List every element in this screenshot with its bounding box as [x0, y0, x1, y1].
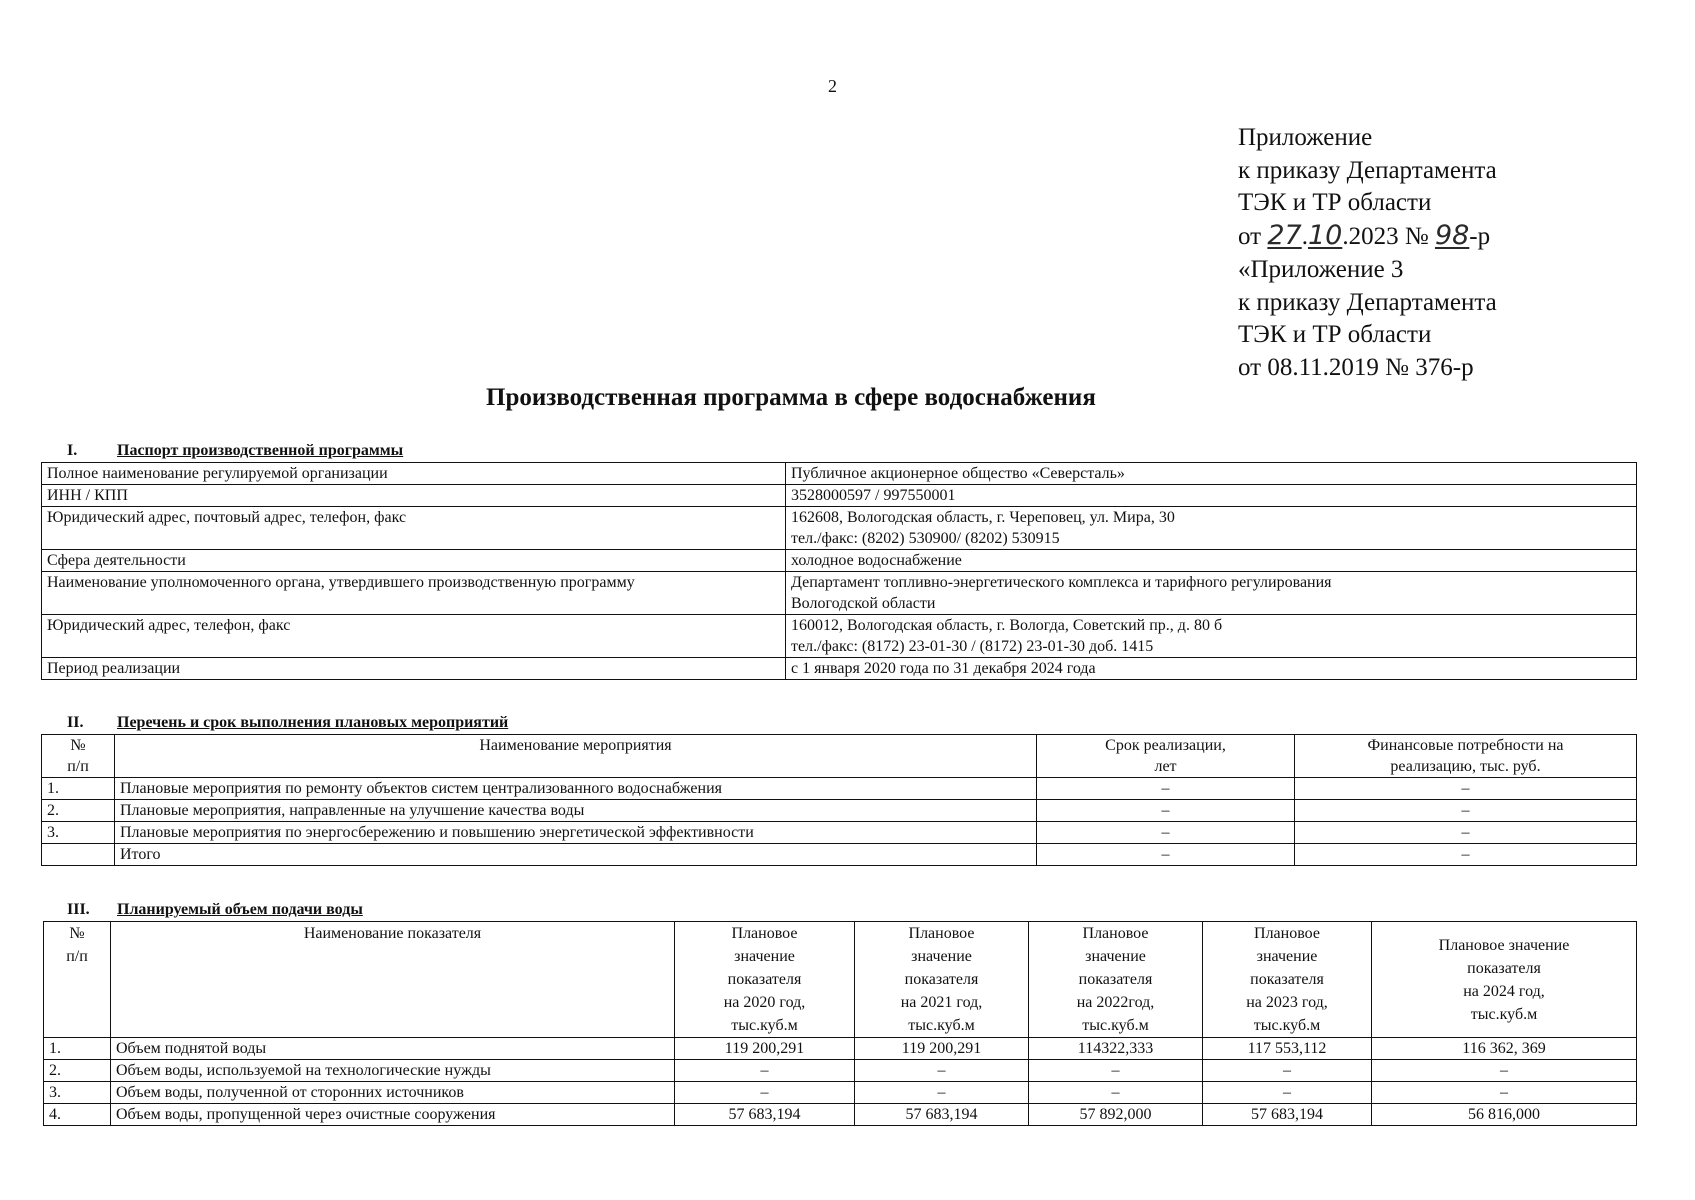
- appendix-order-line: от 27.10.2023 № 98-р: [1238, 220, 1491, 252]
- passport-value: [786, 463, 1637, 485]
- value-v2021: –: [855, 1060, 1029, 1082]
- passport-value-line: Департамент топливно-энергетического комплекса и тарифного регулирования: [791, 574, 1332, 591]
- passport-value-line: 3528000597 / 997550001: [791, 487, 956, 504]
- passport-value: [786, 485, 1637, 507]
- row-number: [42, 844, 115, 866]
- value-v2023: –: [1203, 1060, 1372, 1082]
- document-title: Производственная программа в сфере водоснабжения: [486, 384, 1096, 411]
- table-row: [42, 844, 1637, 866]
- row-number: 1.: [42, 778, 115, 800]
- water-supply-table: [43, 921, 1637, 1126]
- table-row: [42, 507, 1637, 550]
- passport-value-line: тел./факс: (8172) 23-01-30 / (8172) 23-01-30 доб. 1415: [791, 638, 1154, 655]
- header-line: Плановое: [731, 925, 798, 942]
- value-v2023: 117 553,112: [1203, 1038, 1372, 1060]
- passport-value: [786, 615, 1637, 658]
- value-v2022: 57 892,000: [1029, 1104, 1203, 1126]
- value-v2021: 119 200,291: [855, 1038, 1029, 1060]
- value-v2020: –: [675, 1060, 855, 1082]
- passport-value-line: Публичное акционерное общество «Северсталь»: [791, 465, 1125, 482]
- table-row: [42, 485, 1637, 507]
- passport-value-line: 160012, Вологодская область, г. Вологда, Советский пр., д. 80 б: [791, 617, 1223, 634]
- row-number: 3.: [42, 822, 115, 844]
- measure-name: Плановые мероприятия, направленные на улучшение качества воды: [115, 800, 1037, 822]
- passport-label: Юридический адрес, телефон, факс: [42, 615, 786, 658]
- order-suffix: -р: [1469, 223, 1491, 251]
- measure-finance: –: [1295, 844, 1637, 866]
- header-line: значение: [911, 948, 972, 965]
- passport-value-line: Вологодской области: [791, 595, 936, 612]
- header-line: Плановое значение: [1438, 936, 1570, 954]
- row-number: 1.: [44, 1038, 111, 1060]
- col-header-term: Срок реализации, лет: [1037, 735, 1295, 778]
- page-number: 2: [828, 76, 837, 96]
- passport-value: [786, 572, 1637, 615]
- col-header-finance: Финансовые потребности на реализацию, тыс. руб.: [1295, 735, 1637, 778]
- indicator-name: Объем воды, используемой на технологические нужды: [111, 1060, 675, 1082]
- row-number: 4.: [44, 1104, 111, 1126]
- header-line: показателя: [727, 971, 802, 988]
- handwritten-number: 98: [1434, 220, 1470, 252]
- order-prefix: от: [1238, 223, 1262, 251]
- table-row: [44, 1082, 1637, 1104]
- table-row: [44, 1038, 1637, 1060]
- passport-value: [786, 658, 1637, 680]
- header-line: тыс.куб.м: [908, 1017, 975, 1034]
- header-line: показателя: [1250, 971, 1324, 988]
- appendix-block: [1238, 122, 1497, 385]
- row-number: 3.: [44, 1082, 111, 1104]
- table-row: [42, 572, 1637, 615]
- passport-value: [786, 507, 1637, 550]
- col-header-y2020: [675, 922, 855, 1038]
- passport-value-line: с 1 января 2020 года по 31 декабря 2024 года: [791, 660, 1096, 677]
- order-year: .2023 №: [1342, 223, 1429, 251]
- passport-table: [41, 462, 1637, 680]
- header-line: Плановое: [1082, 925, 1149, 942]
- value-v2020: 119 200,291: [675, 1038, 855, 1060]
- row-number: 2.: [42, 800, 115, 822]
- passport-label: Период реализации: [42, 658, 786, 680]
- appendix-line: ТЭК и ТР области: [1238, 321, 1432, 349]
- value-v2023: 57 683,194: [1203, 1104, 1372, 1126]
- col-header-name: Наименование мероприятия: [115, 735, 1037, 778]
- measure-term: –: [1037, 822, 1295, 844]
- col-header-y2022: [1029, 922, 1203, 1038]
- value-v2022: –: [1029, 1082, 1203, 1104]
- table-row: [42, 463, 1637, 485]
- measure-finance: –: [1295, 778, 1637, 800]
- table-row: [42, 822, 1637, 844]
- measures-table: [41, 734, 1637, 866]
- measure-finance: –: [1295, 800, 1637, 822]
- passport-label: Юридический адрес, почтовый адрес, телефон, факс: [42, 507, 786, 550]
- measure-term: –: [1037, 778, 1295, 800]
- table-row: [42, 550, 1637, 572]
- appendix-line: Приложение: [1238, 124, 1373, 151]
- indicator-name: Объем воды, пропущенной через очистные сооружения: [111, 1104, 675, 1126]
- appendix-line: к приказу Департамента: [1238, 156, 1497, 184]
- value-v2022: –: [1029, 1060, 1203, 1082]
- value-v2024: 56 816,000: [1372, 1104, 1637, 1126]
- measure-term: –: [1037, 844, 1295, 866]
- header-line: значение: [1256, 948, 1318, 965]
- table-row: [44, 1060, 1637, 1082]
- header-line: значение: [1085, 948, 1146, 965]
- table-row: [42, 615, 1637, 658]
- passport-value: [786, 550, 1637, 572]
- table-row: [42, 800, 1637, 822]
- handwritten-month: 10: [1307, 220, 1343, 252]
- header-line: показателя: [1078, 971, 1153, 988]
- table-row: [42, 658, 1637, 680]
- passport-label: Наименование уполномоченного органа, утвердившего производственную программу: [42, 572, 786, 615]
- value-v2020: –: [675, 1082, 855, 1104]
- indicator-name: Объем воды, полученной от сторонних источников: [111, 1082, 675, 1104]
- section-2-heading: II. Перечень и срок выполнения плановых мероприятий: [67, 714, 509, 731]
- section-1-heading: I. Паспорт производственной программы: [67, 442, 404, 459]
- measure-name: Итого: [115, 844, 1037, 866]
- header-line: показателя: [904, 971, 979, 988]
- passport-value-line: 162608, Вологодская область, г. Череповец, ул. Мира, 30: [791, 509, 1175, 526]
- header-line: тыс.куб.м: [731, 1017, 798, 1034]
- value-v2022: 114322,333: [1029, 1038, 1203, 1060]
- header-line: показателя: [1467, 959, 1541, 977]
- col-header-num: № п/п: [42, 735, 115, 778]
- passport-value-line: холодное водоснабжение: [791, 552, 962, 569]
- header-line: на 2020 год,: [723, 994, 806, 1011]
- col-header-indicator: Наименование показателя: [111, 922, 675, 1038]
- appendix-line: «Приложение 3: [1238, 255, 1404, 283]
- value-v2024: –: [1372, 1082, 1637, 1104]
- indicator-name: Объем поднятой воды: [111, 1038, 675, 1060]
- passport-label: Сфера деятельности: [42, 550, 786, 572]
- col-header-y2021: [855, 922, 1029, 1038]
- measure-term: –: [1037, 800, 1295, 822]
- header-line: на 2021 год,: [900, 994, 983, 1011]
- row-number: 2.: [44, 1060, 111, 1082]
- header-line: на 2024 год,: [1463, 982, 1545, 1000]
- header-line: на 2022год,: [1076, 994, 1155, 1011]
- value-v2024: 116 362, 369: [1372, 1038, 1637, 1060]
- value-v2020: 57 683,194: [675, 1104, 855, 1126]
- value-v2023: –: [1203, 1082, 1372, 1104]
- col-header-y2023: [1203, 922, 1372, 1038]
- section-3-heading: III. Планируемый объем подачи воды: [67, 901, 363, 918]
- table-row: [42, 778, 1637, 800]
- handwritten-day: 27: [1267, 220, 1302, 252]
- passport-label: Полное наименование регулируемой организации: [42, 463, 786, 485]
- header-line: на 2023 год,: [1246, 994, 1328, 1011]
- header-line: значение: [734, 948, 795, 965]
- header-line: Плановое: [1254, 925, 1320, 942]
- passport-label: ИНН / КПП: [42, 485, 786, 507]
- appendix-line: от 08.11.2019 № 376-р: [1238, 353, 1474, 381]
- value-v2021: 57 683,194: [855, 1104, 1029, 1126]
- measure-finance: –: [1295, 822, 1637, 844]
- measure-name: Плановые мероприятия по ремонту объектов систем централизованного водоснабжения: [115, 778, 1037, 800]
- value-v2021: –: [855, 1082, 1029, 1104]
- appendix-line: к приказу Департамента: [1238, 288, 1497, 316]
- value-v2024: –: [1372, 1060, 1637, 1082]
- col-header-y2024: [1372, 922, 1637, 1038]
- passport-value-line: тел./факс: (8202) 530900/ (8202) 530915: [791, 530, 1060, 547]
- measure-name: Плановые мероприятия по энергосбережению и повышению энергетической эффективности: [115, 822, 1037, 844]
- table-row: [44, 1104, 1637, 1126]
- col-header-num: № п/п: [44, 922, 111, 1038]
- header-line: тыс.куб.м: [1470, 1005, 1538, 1023]
- header-line: тыс.куб.м: [1082, 1017, 1149, 1034]
- header-line: тыс.куб.м: [1253, 1017, 1321, 1034]
- header-line: Плановое: [908, 925, 975, 942]
- appendix-line: ТЭК и ТР области: [1238, 189, 1432, 217]
